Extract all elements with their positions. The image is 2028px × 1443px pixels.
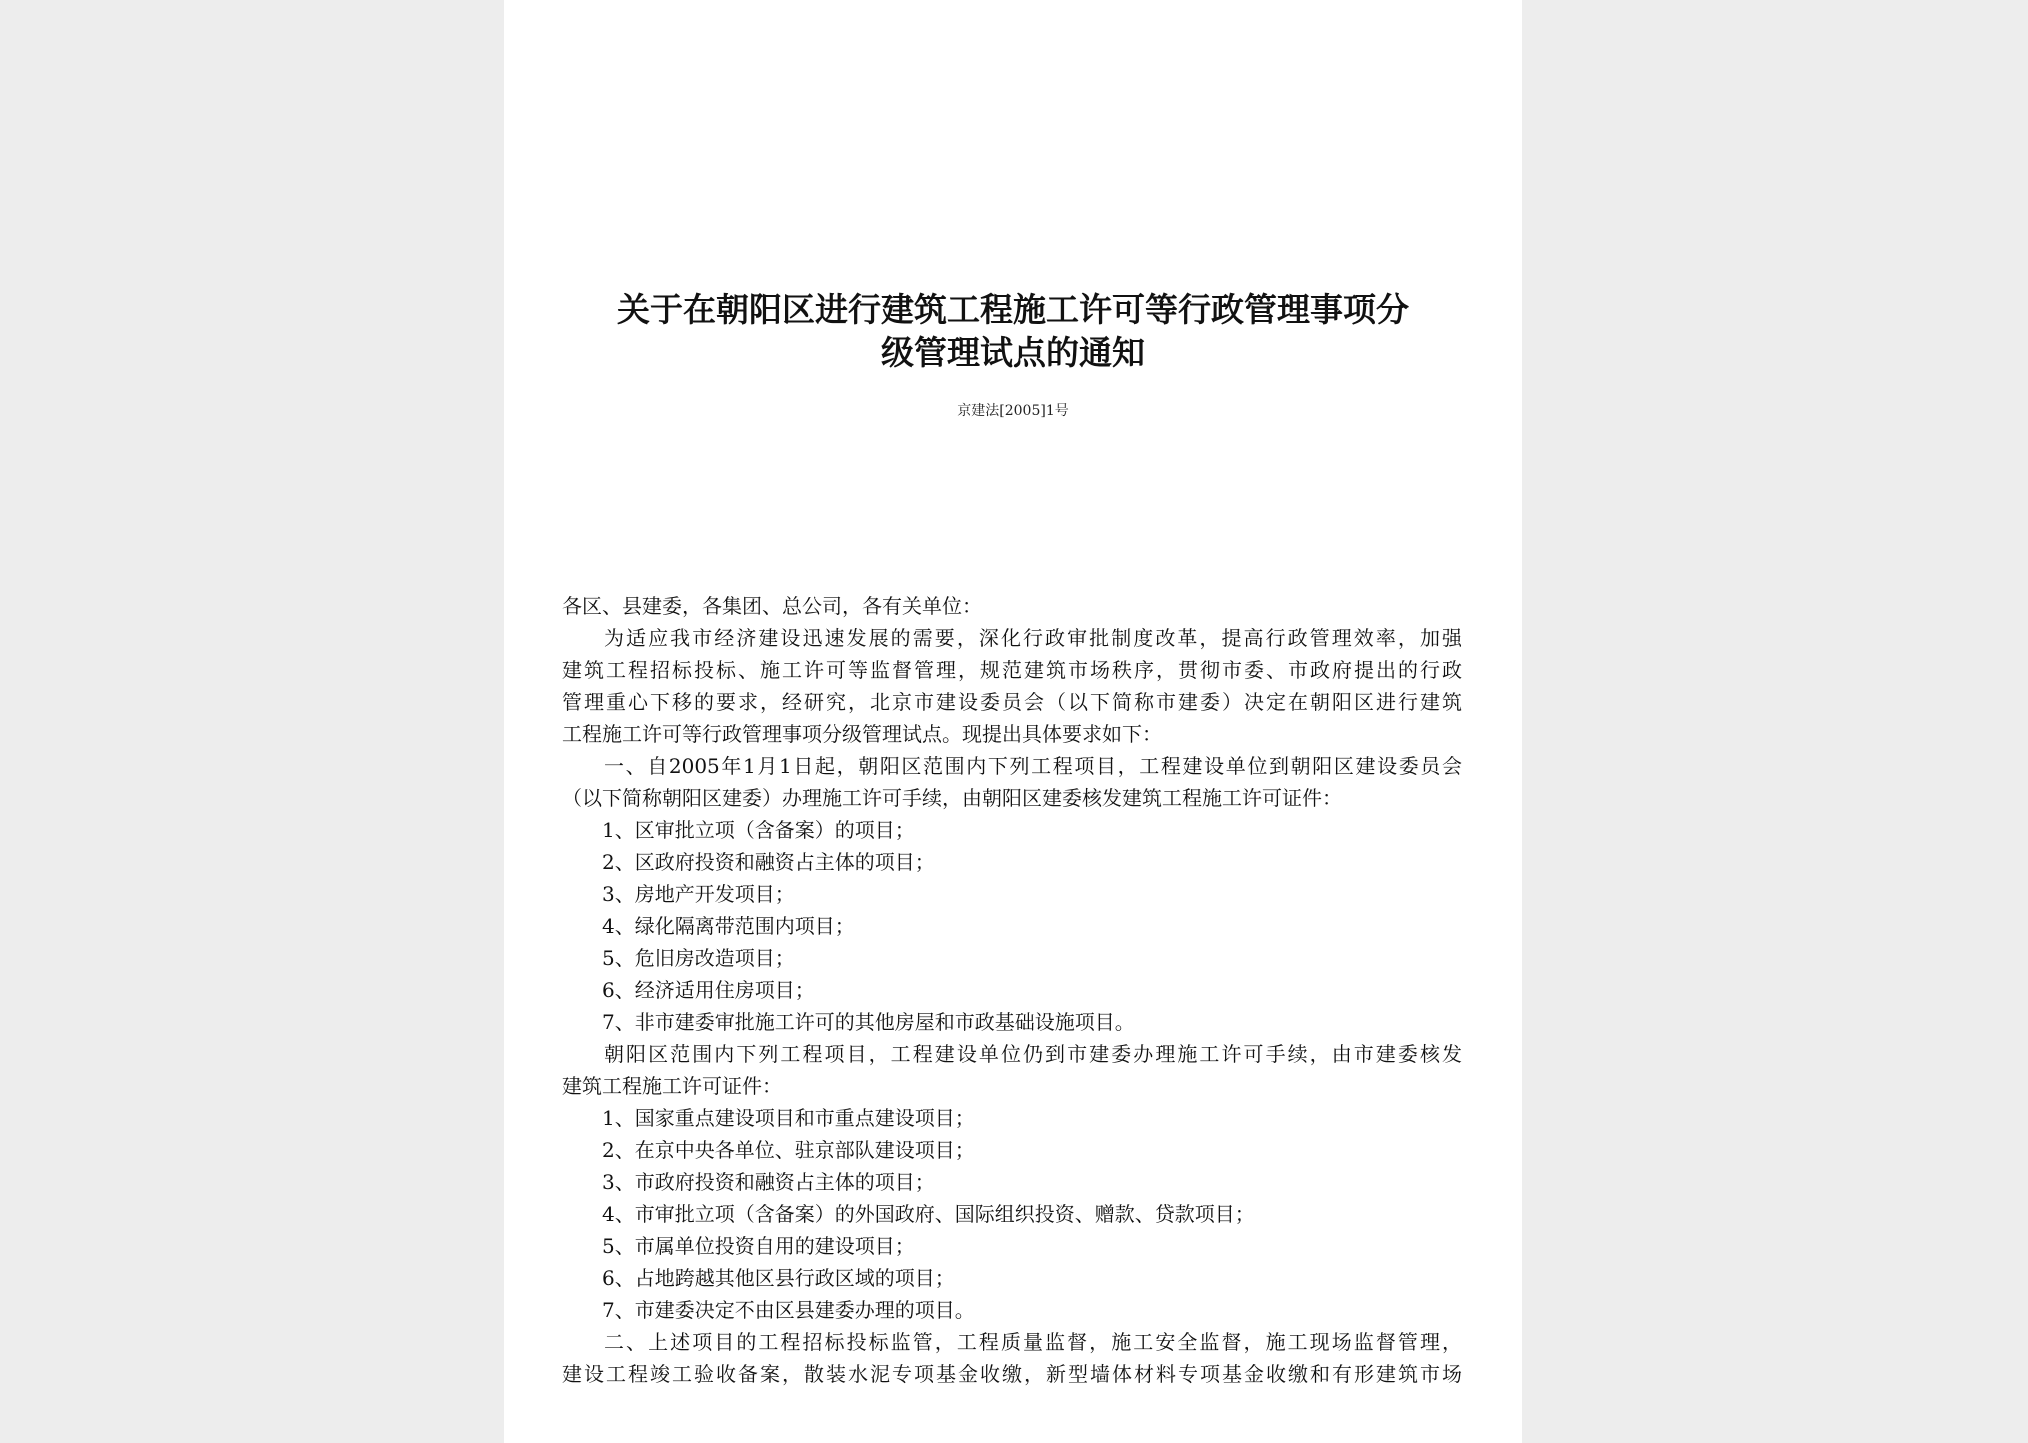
intro-line: 工程施工许可等行政管理事项分级管理试点。现提出具体要求如下：	[562, 722, 1162, 746]
document-page	[504, 0, 1522, 1443]
list-item: 6、占地跨越其他区县行政区域的项目；	[602, 1266, 955, 1290]
list-item: 6、经济适用住房项目；	[602, 978, 815, 1002]
title-line-1: 关于在朝阳区进行建筑工程施工许可等行政管理事项分	[617, 290, 1409, 329]
list-item: 1、区审批立项（含备案）的项目；	[602, 818, 915, 842]
salutation: 各区、县建委，各集团、总公司，各有关单位：	[562, 594, 982, 618]
list-item: 3、市政府投资和融资占主体的项目；	[602, 1170, 935, 1194]
section-1-line: 一、自2005年1月1日起，朝阳区范围内下列工程项目，工程建设单位到朝阳区建设委员会	[604, 754, 1462, 778]
document-title	[504, 288, 1522, 374]
document-body	[562, 590, 1462, 1390]
section-2-line: 建设工程竣工验收备案，散装水泥专项基金收缴，新型墙体材料专项基金收缴和有形建筑市场	[562, 1362, 1462, 1386]
list-item: 4、绿化隔离带范围内项目；	[602, 914, 855, 938]
list-item: 4、市审批立项（含备案）的外国政府、国际组织投资、赠款、贷款项目；	[602, 1202, 1255, 1226]
list-item: 7、市建委决定不由区县建委办理的项目。	[602, 1298, 975, 1322]
title-line-2: 级管理试点的通知	[881, 333, 1145, 372]
intro-line: 建筑工程招标投标、施工许可等监督管理，规范建筑市场秩序，贯彻市委、市政府提出的行政	[562, 658, 1462, 682]
list-item: 2、区政府投资和融资占主体的项目；	[602, 850, 935, 874]
paragraph-2-line: 朝阳区范围内下列工程项目，工程建设单位仍到市建委办理施工许可手续，由市建委核发	[604, 1042, 1462, 1066]
list-item: 3、房地产开发项目；	[602, 882, 795, 906]
document-number: 京建法[2005]1号	[957, 403, 1069, 419]
section-2-line: 二、上述项目的工程招标投标监管，工程质量监督，施工安全监督，施工现场监督管理，	[604, 1330, 1462, 1354]
list-item: 5、市属单位投资自用的建设项目；	[602, 1234, 915, 1258]
paragraph-2-line: 建筑工程施工许可证件：	[562, 1074, 782, 1098]
list-item: 5、危旧房改造项目；	[602, 946, 795, 970]
intro-line: 为适应我市经济建设迅速发展的需要，深化行政审批制度改革，提高行政管理效率，加强	[604, 626, 1462, 650]
intro-line: 管理重心下移的要求，经研究，北京市建设委员会（以下简称市建委）决定在朝阳区进行建筑	[562, 690, 1462, 714]
list-item: 7、非市建委审批施工许可的其他房屋和市政基础设施项目。	[602, 1010, 1135, 1034]
list-item: 2、在京中央各单位、驻京部队建设项目；	[602, 1138, 975, 1162]
section-1-line: （以下简称朝阳区建委）办理施工许可手续，由朝阳区建委核发建筑工程施工许可证件：	[562, 786, 1342, 810]
list-item: 1、国家重点建设项目和市重点建设项目；	[602, 1106, 975, 1130]
